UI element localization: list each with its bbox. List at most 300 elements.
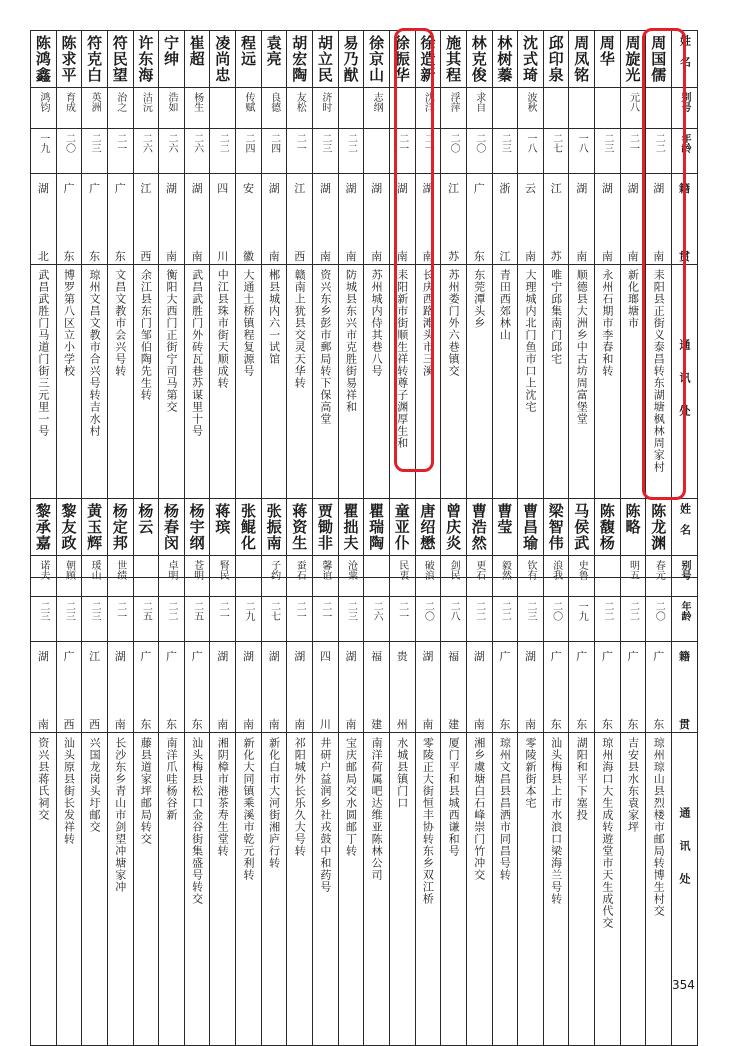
person-name: 徐京山 bbox=[364, 31, 389, 88]
native-province: 广 bbox=[140, 650, 152, 663]
person-native-place bbox=[262, 642, 287, 733]
person-address: 井研户益润乡社戎鼓中和药号 bbox=[318, 737, 332, 893]
person-native-place bbox=[441, 642, 466, 733]
native-county: 建 bbox=[448, 718, 460, 731]
person-age: 二三 bbox=[339, 597, 364, 642]
person-name: 胡立民 bbox=[313, 31, 338, 88]
person-age: 二四 bbox=[262, 129, 287, 174]
highlight-box-xu-zhenhua bbox=[394, 28, 434, 472]
person-address: 博罗第八区立小学校 bbox=[62, 269, 76, 377]
native-province: 湖 bbox=[576, 182, 588, 195]
person-name: 周国儒 bbox=[646, 31, 671, 88]
person-alias bbox=[595, 88, 620, 129]
native-county: 南 bbox=[294, 718, 306, 731]
person-alias bbox=[493, 88, 518, 129]
person-native-place bbox=[646, 642, 671, 733]
person-address: 祁阳城外长乐久大号转 bbox=[293, 737, 307, 857]
native-province: 湖 bbox=[191, 182, 203, 195]
person-name: 张鲲化 bbox=[236, 499, 261, 556]
person-address: 厦门平和县城西谦和号 bbox=[447, 737, 461, 857]
person-name: 沈式琦 bbox=[518, 31, 543, 88]
person-age: 二〇 bbox=[57, 129, 82, 174]
person-name: 陈鸿鑫 bbox=[31, 31, 56, 88]
person-column bbox=[569, 31, 595, 578]
person-column bbox=[210, 31, 236, 578]
native-county: 江 bbox=[499, 250, 511, 263]
person-column bbox=[646, 499, 672, 1046]
native-county: 东 bbox=[653, 718, 665, 731]
person-alias: 杨生 bbox=[185, 88, 210, 129]
person-native-place bbox=[493, 174, 518, 265]
person-age: 二一 bbox=[210, 597, 235, 642]
person-address: 琼州琼山县烈楼市邮局转博生村交 bbox=[652, 737, 666, 917]
person-column bbox=[338, 31, 364, 578]
native-county: 东 bbox=[550, 718, 562, 731]
native-county: 东 bbox=[63, 250, 75, 263]
person-native-place bbox=[518, 642, 543, 733]
person-age: 二一 bbox=[390, 129, 415, 174]
person-age: 二三 bbox=[82, 129, 107, 174]
native-county: 川 bbox=[217, 250, 229, 263]
header-native-char: 贯 bbox=[679, 250, 690, 263]
person-age: 二〇 bbox=[416, 597, 441, 642]
person-native-place bbox=[544, 174, 569, 265]
person-name: 瞿瑞陶 bbox=[364, 499, 389, 556]
person-name: 陈馥杨 bbox=[595, 499, 620, 556]
native-county: 东 bbox=[191, 718, 203, 731]
person-address: 防城县东兴市克胜街易祥和 bbox=[344, 269, 358, 413]
person-name: 许东海 bbox=[134, 31, 159, 88]
person-age: 二一 bbox=[287, 597, 312, 642]
person-column bbox=[492, 499, 518, 1046]
person-age: 二二 bbox=[646, 129, 671, 174]
native-county: 南 bbox=[166, 250, 178, 263]
person-native-place bbox=[621, 642, 646, 733]
person-native-place bbox=[31, 642, 56, 733]
header-name: 姓名 bbox=[672, 31, 697, 88]
person-alias: 苍明 bbox=[185, 556, 210, 597]
person-age: 二一 bbox=[108, 597, 133, 642]
person-column bbox=[56, 31, 82, 578]
native-province: 湖 bbox=[294, 650, 306, 663]
native-county: 南 bbox=[422, 250, 434, 263]
person-column bbox=[133, 31, 159, 578]
person-age: 二〇 bbox=[467, 129, 492, 174]
native-county: 南 bbox=[345, 718, 357, 731]
person-name: 贾锄非 bbox=[313, 499, 338, 556]
person-native-place bbox=[185, 642, 210, 733]
native-province: 湖 bbox=[268, 182, 280, 195]
native-county: 南 bbox=[268, 718, 280, 731]
person-native-place bbox=[287, 174, 312, 265]
person-age: 二三 bbox=[595, 129, 620, 174]
person-column bbox=[466, 31, 492, 578]
native-county: 南 bbox=[473, 718, 485, 731]
header-alias: 别号 bbox=[672, 88, 697, 129]
person-address: 唯宁邱集南门邱宅 bbox=[549, 269, 563, 365]
person-address: 长庆西路滩头市三溪 bbox=[421, 269, 435, 377]
native-province: 福 bbox=[448, 650, 460, 663]
column-header bbox=[672, 499, 698, 1046]
native-county: 南 bbox=[601, 250, 613, 263]
person-alias: 剑民 bbox=[441, 556, 466, 597]
native-province: 江 bbox=[294, 182, 306, 195]
native-province: 广 bbox=[63, 650, 75, 663]
native-county: 苏 bbox=[550, 250, 562, 263]
person-native-place bbox=[210, 174, 235, 265]
person-alias: 沈洋 bbox=[416, 88, 441, 129]
person-address: 衡阳大西门正街宁司马第交 bbox=[165, 269, 179, 413]
table-row bbox=[31, 499, 698, 1046]
person-age: 二一 bbox=[416, 129, 441, 174]
person-alias bbox=[339, 88, 364, 129]
native-county: 东 bbox=[473, 250, 485, 263]
person-age: 二一 bbox=[108, 129, 133, 174]
native-county: 南 bbox=[114, 718, 126, 731]
native-province: 江 bbox=[140, 182, 152, 195]
person-address: 大理城内北门鱼市口上沈宅 bbox=[523, 269, 537, 413]
native-province: 湖 bbox=[114, 650, 126, 663]
native-county: 东 bbox=[601, 718, 613, 731]
person-column bbox=[620, 499, 646, 1046]
person-age: 二一 bbox=[287, 129, 312, 174]
native-province: 广 bbox=[191, 650, 203, 663]
person-address: 零陵新街本宅 bbox=[523, 737, 537, 809]
person-native-place bbox=[518, 174, 543, 265]
native-county: 东 bbox=[140, 718, 152, 731]
person-address: 苏州城内侍其巷八号 bbox=[370, 269, 384, 377]
person-native-place bbox=[390, 642, 415, 733]
header-address: 通讯处 bbox=[678, 807, 691, 906]
native-county: 南 bbox=[524, 250, 536, 263]
person-name: 陈求平 bbox=[57, 31, 82, 88]
native-county: 西 bbox=[294, 250, 306, 263]
person-column bbox=[569, 499, 595, 1046]
person-native-place bbox=[262, 174, 287, 265]
native-county: 苏 bbox=[448, 250, 460, 263]
person-alias: 波秋 bbox=[518, 88, 543, 129]
native-province: 江 bbox=[550, 182, 562, 195]
person-alias: 世绩 bbox=[108, 556, 133, 597]
person-native-place bbox=[185, 174, 210, 265]
person-address: 长沙东乡青山市剑望冲塘家冲 bbox=[113, 737, 127, 893]
person-native-place bbox=[595, 174, 620, 265]
header-age: 年龄 bbox=[672, 129, 697, 174]
person-age: 一九 bbox=[569, 597, 594, 642]
person-age: 二二 bbox=[595, 597, 620, 642]
person-native-place bbox=[544, 642, 569, 733]
native-county: 东 bbox=[166, 718, 178, 731]
person-column bbox=[543, 499, 569, 1046]
person-native-place bbox=[313, 642, 338, 733]
person-name: 宁绅 bbox=[159, 31, 184, 88]
person-address: 南洋荷属吧达维亚陈林公司 bbox=[370, 737, 384, 881]
person-age: 二五 bbox=[185, 597, 210, 642]
person-column bbox=[518, 31, 544, 578]
person-name: 张振南 bbox=[262, 499, 287, 556]
person-address: 余江县东门邹伯陶先生转 bbox=[139, 269, 153, 401]
person-column bbox=[595, 31, 621, 578]
person-address: 武昌武胜门马道门街三元里一号 bbox=[36, 269, 50, 437]
person-alias: 沽沅 bbox=[134, 88, 159, 129]
person-name: 胡宏陶 bbox=[287, 31, 312, 88]
person-column bbox=[389, 499, 415, 1046]
person-alias: 卓明 bbox=[159, 556, 184, 597]
native-province: 广 bbox=[499, 650, 511, 663]
native-province: 湖 bbox=[653, 182, 665, 195]
person-column bbox=[159, 499, 185, 1046]
person-native-place bbox=[57, 642, 82, 733]
native-county: 南 bbox=[217, 718, 229, 731]
person-alias: 更石 bbox=[467, 556, 492, 597]
person-address: 耒阳县正街义泰昌转东湖塘枫林周家村 bbox=[652, 269, 666, 473]
page-number: 354 bbox=[672, 978, 695, 992]
native-county: 南 bbox=[653, 250, 665, 263]
person-address: 武昌武胜门外砖瓦巷苏谋里十号 bbox=[190, 269, 204, 437]
native-province: 广 bbox=[627, 650, 639, 663]
person-alias: 志纲 bbox=[364, 88, 389, 129]
native-county: 徽 bbox=[242, 250, 254, 263]
header-native-char: 籍 bbox=[679, 182, 690, 195]
person-address: 湘阴樟市港茶寿生堂转 bbox=[216, 737, 230, 857]
native-county: 南 bbox=[422, 718, 434, 731]
native-county: 东 bbox=[114, 250, 126, 263]
person-age: 二三 bbox=[31, 597, 56, 642]
person-native-place bbox=[364, 642, 389, 733]
native-county: 南 bbox=[268, 250, 280, 263]
native-province: 浙 bbox=[499, 182, 511, 195]
person-age: 二六 bbox=[185, 129, 210, 174]
native-province: 四 bbox=[319, 650, 331, 663]
person-column bbox=[261, 31, 287, 578]
person-native-place bbox=[416, 642, 441, 733]
native-province: 广 bbox=[576, 650, 588, 663]
person-column bbox=[261, 499, 287, 1046]
person-column bbox=[184, 499, 210, 1046]
native-province: 湖 bbox=[371, 182, 383, 195]
roster-table-top bbox=[30, 30, 698, 578]
native-province: 湖 bbox=[166, 182, 178, 195]
person-address: 资兴县蒋氏祠交 bbox=[36, 737, 50, 821]
person-column bbox=[31, 499, 57, 1046]
person-name: 杨宇纲 bbox=[185, 499, 210, 556]
person-address: 琼州海口大生成转遊堂市天生成代交 bbox=[600, 737, 614, 929]
person-column bbox=[184, 31, 210, 578]
native-province: 广 bbox=[166, 650, 178, 663]
person-native-place bbox=[339, 642, 364, 733]
person-native-place bbox=[595, 642, 620, 733]
native-province: 安 bbox=[242, 182, 254, 195]
person-native-place bbox=[31, 174, 56, 265]
person-name: 杨春闵 bbox=[159, 499, 184, 556]
table-row bbox=[31, 31, 698, 578]
person-alias: 馨谊 bbox=[313, 556, 338, 597]
person-address: 大通土桥镇程复源号 bbox=[241, 269, 255, 377]
person-name: 童亚仆 bbox=[390, 499, 415, 556]
person-column bbox=[313, 31, 339, 578]
person-address: 宝庆邮局交水圆邮丁转 bbox=[344, 737, 358, 857]
person-alias: 毅然 bbox=[493, 556, 518, 597]
person-name: 徐造新 bbox=[416, 31, 441, 88]
person-age: 二六 bbox=[159, 129, 184, 174]
person-name: 蒋资生 bbox=[287, 499, 312, 556]
native-county: 东 bbox=[89, 250, 101, 263]
person-column bbox=[159, 31, 185, 578]
person-alias bbox=[210, 88, 235, 129]
person-address: 兴国龙岗头圩邮交 bbox=[88, 737, 102, 833]
person-address: 耒阳新市街顺生祥转尊子渊厚生和 bbox=[395, 269, 409, 449]
person-alias: 破浪 bbox=[416, 556, 441, 597]
person-native-place bbox=[236, 642, 261, 733]
person-name: 符民望 bbox=[108, 31, 133, 88]
native-county: 东 bbox=[499, 718, 511, 731]
native-province: 湖 bbox=[473, 650, 485, 663]
native-province: 广 bbox=[473, 182, 485, 195]
person-age: 二三 bbox=[518, 597, 543, 642]
native-county: 南 bbox=[242, 718, 254, 731]
person-address: 新化瑯塘市 bbox=[626, 269, 640, 329]
person-name: 凌尚忠 bbox=[210, 31, 235, 88]
person-age: 一八 bbox=[569, 129, 594, 174]
native-province: 湖 bbox=[524, 650, 536, 663]
person-name: 林树蓁 bbox=[493, 31, 518, 88]
person-native-place bbox=[467, 642, 492, 733]
native-province: 湖 bbox=[601, 182, 613, 195]
person-age: 二二 bbox=[210, 129, 235, 174]
person-column bbox=[236, 31, 262, 578]
person-alias: 浪我 bbox=[544, 556, 569, 597]
person-alias: 腎民 bbox=[210, 556, 235, 597]
person-native-place bbox=[569, 174, 594, 265]
person-name: 周华 bbox=[595, 31, 620, 88]
person-alias bbox=[595, 556, 620, 597]
person-alias: 春元 bbox=[646, 556, 671, 597]
native-county: 西 bbox=[63, 718, 75, 731]
person-column bbox=[441, 31, 467, 578]
person-address: 东莞潭头乡 bbox=[472, 269, 486, 329]
native-province: 广 bbox=[653, 650, 665, 663]
person-name: 周凤铭 bbox=[569, 31, 594, 88]
native-county: 南 bbox=[627, 250, 639, 263]
person-age: 二一 bbox=[621, 129, 646, 174]
person-age: 二三 bbox=[57, 597, 82, 642]
person-age: 二九 bbox=[236, 597, 261, 642]
person-alias: 明五 bbox=[621, 556, 646, 597]
person-native-place bbox=[236, 174, 261, 265]
person-name: 林克俊 bbox=[467, 31, 492, 88]
person-name: 陈略 bbox=[621, 499, 646, 556]
person-age: 二一 bbox=[313, 597, 338, 642]
person-alias: 史鲁 bbox=[569, 556, 594, 597]
header-name: 姓名 bbox=[672, 499, 697, 556]
person-name: 杨云 bbox=[134, 499, 159, 556]
person-name: 梁智伟 bbox=[544, 499, 569, 556]
person-address: 赣南上犹县交灵天华转 bbox=[293, 269, 307, 389]
person-alias bbox=[364, 556, 389, 597]
person-name: 施其程 bbox=[441, 31, 466, 88]
person-native-place bbox=[159, 642, 184, 733]
native-province: 江 bbox=[448, 182, 460, 195]
person-name: 曹浩然 bbox=[467, 499, 492, 556]
person-column bbox=[313, 499, 339, 1046]
person-address: 湘乡虞塘白石峰崇门竹冲交 bbox=[472, 737, 486, 881]
person-alias: 传赋 bbox=[236, 88, 261, 129]
person-column bbox=[338, 499, 364, 1046]
person-native-place bbox=[364, 174, 389, 265]
person-address: 文昌文教市会兴号转 bbox=[113, 269, 127, 377]
person-age: 二二 bbox=[159, 597, 184, 642]
person-age: 一九 bbox=[31, 129, 56, 174]
native-county: 南 bbox=[396, 250, 408, 263]
person-column bbox=[595, 499, 621, 1046]
header-alias: 别号 bbox=[672, 556, 697, 597]
person-native-place bbox=[287, 642, 312, 733]
person-native-place bbox=[441, 174, 466, 265]
person-native-place bbox=[57, 174, 82, 265]
person-name: 唐绍懋 bbox=[416, 499, 441, 556]
person-column bbox=[543, 31, 569, 578]
person-alias bbox=[569, 88, 594, 129]
native-county: 南 bbox=[371, 250, 383, 263]
person-alias: 钦有 bbox=[518, 556, 543, 597]
person-age: 二〇 bbox=[646, 597, 671, 642]
native-province: 四 bbox=[217, 182, 229, 195]
person-age: 二七 bbox=[262, 597, 287, 642]
native-province: 江 bbox=[89, 650, 101, 663]
person-address: 永州石期市李春和转 bbox=[600, 269, 614, 377]
person-native-place bbox=[313, 174, 338, 265]
native-province: 湖 bbox=[217, 650, 229, 663]
person-alias: 济时 bbox=[313, 88, 338, 129]
person-age: 二六 bbox=[134, 129, 159, 174]
native-county: 南 bbox=[191, 250, 203, 263]
native-province: 湖 bbox=[422, 650, 434, 663]
native-county: 东 bbox=[627, 718, 639, 731]
person-alias: 蚕石 bbox=[287, 556, 312, 597]
highlight-box-zhou-guoru bbox=[642, 28, 686, 500]
person-address: 新化白市大河街湘庐行转 bbox=[267, 737, 281, 869]
person-address: 青田西郊林山 bbox=[498, 269, 512, 341]
person-name: 马侯武 bbox=[569, 499, 594, 556]
native-county: 南 bbox=[319, 250, 331, 263]
person-name: 易乃猷 bbox=[339, 31, 364, 88]
person-name: 曾庆炎 bbox=[441, 499, 466, 556]
person-age: 二八 bbox=[441, 597, 466, 642]
person-column bbox=[236, 499, 262, 1046]
native-province: 福 bbox=[371, 650, 383, 663]
person-alias: 沧粟 bbox=[339, 556, 364, 597]
person-name: 黎承嘉 bbox=[31, 499, 56, 556]
person-alias: 治之 bbox=[108, 88, 133, 129]
native-county: 南 bbox=[576, 250, 588, 263]
person-age: 二二 bbox=[339, 129, 364, 174]
person-age: 二三 bbox=[82, 597, 107, 642]
person-name: 瞿拙夫 bbox=[339, 499, 364, 556]
person-native-place bbox=[82, 174, 107, 265]
native-county: 西 bbox=[140, 250, 152, 263]
person-age: 二六 bbox=[364, 597, 389, 642]
person-native-place bbox=[82, 642, 107, 733]
person-native-place bbox=[569, 642, 594, 733]
person-name: 崔超 bbox=[185, 31, 210, 88]
person-native-place bbox=[467, 174, 492, 265]
person-alias bbox=[134, 556, 159, 597]
person-address: 南洋爪哇杨谷新 bbox=[165, 737, 179, 821]
person-alias: 瑗山 bbox=[82, 556, 107, 597]
person-column bbox=[287, 499, 313, 1046]
person-address: 水城县镇门口 bbox=[395, 737, 409, 809]
person-address: 湖阳和平下塞投 bbox=[575, 737, 589, 821]
